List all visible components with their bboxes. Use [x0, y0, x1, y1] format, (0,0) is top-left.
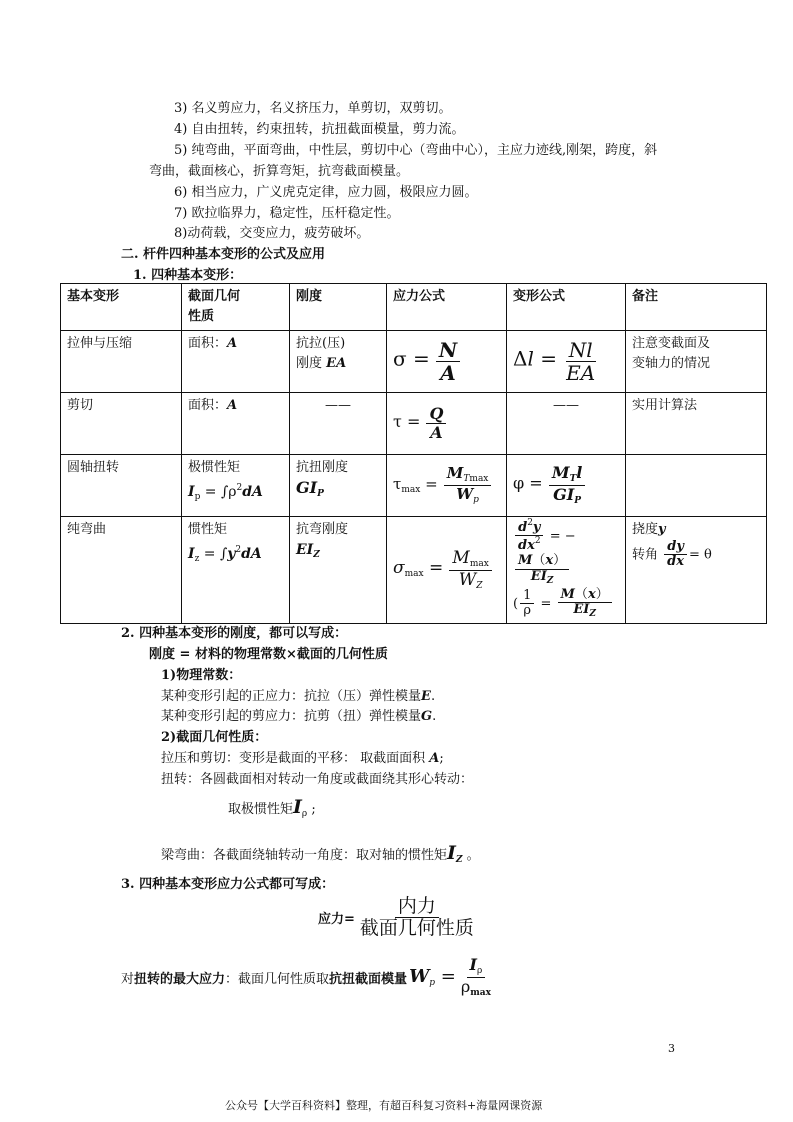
subheading: 1)物理常数：	[161, 668, 242, 683]
header-type: 基本变形	[61, 284, 182, 331]
table-row	[61, 455, 767, 517]
cell-note: 注意变截面及 变轴力的情况	[626, 331, 767, 393]
page-number: 3	[668, 1042, 675, 1055]
cell-deformation-formula: ——	[507, 393, 626, 455]
list-item: 8)动荷载，交变应力，疲劳破坏。	[174, 226, 370, 241]
cell-geometry: 面积：A	[182, 393, 290, 455]
text-line: 梁弯曲：各截面绕轴转动一角度：取对轴的惯性矩$I_Z$ 。	[161, 842, 480, 865]
cell-geometry: 面积：A	[182, 331, 290, 393]
cell-type: 剪切	[61, 393, 182, 455]
stiffness-rule: 刚度 = 材料的物理常数×截面的几何性质	[149, 647, 388, 662]
cell-type: 圆轴扭转	[61, 455, 182, 517]
cell-deformation-formula: Δl = $\frac{Nl}{EA}$	[507, 331, 626, 393]
subsection-title: 1. 四种基本变形：	[133, 268, 243, 283]
header-stiffness: 刚度	[290, 284, 387, 331]
cell-stiffness: ——	[290, 393, 387, 455]
table-row	[61, 331, 767, 393]
text-line: 某种变形引起的正应力：抗拉（压）弹性模量E.	[161, 689, 436, 704]
list-item: 弯曲，截面核心，折算弯矩，抗弯截面模量。	[149, 164, 410, 179]
header-note: 备注	[626, 284, 767, 331]
section-title: 二. 杆件四种基本变形的公式及应用	[121, 247, 326, 262]
text-line: 扭转：各圆截面相对转动一角度或截面绕其形心转动：	[161, 772, 474, 787]
cell-type: 拉伸与压缩	[61, 331, 182, 393]
cell-deformation-formula: φ = $\frac{M_Tl}{GI_P}$	[507, 455, 626, 517]
list-item: 7) 欧拉临界力，稳定性，压杆稳定性。	[174, 206, 400, 221]
cell-type: 纯弯曲	[61, 517, 182, 624]
cell-deformation-formula: $\frac{d^2y}{dx^2}$ = − $\frac{M(x)}{EI_Z}$ ( $\frac{1}{\rho}$ = $\frac{M(x)}{EI_Z}$	[507, 517, 626, 624]
subheading: 2)截面几何性质：	[161, 730, 268, 745]
text-line: 拉压和剪切：变形是截面的平移： 取截面面积 A;	[161, 751, 444, 766]
list-item: 3) 名义剪应力，名义挤压力，单剪切，双剪切。	[174, 101, 452, 116]
header-geometry: 截面几何 性质	[182, 284, 290, 331]
cell-note: 实用计算法	[626, 393, 767, 455]
header-stress: 应力公式	[387, 284, 507, 331]
cell-stress-formula: σ = $\frac{N}{A}$	[387, 331, 507, 393]
header-deformation: 变形公式	[507, 284, 626, 331]
cell-note	[626, 455, 767, 517]
list-item: 6) 相当应力，广义虎克定律，应力圆，极限应力圆。	[174, 185, 478, 200]
table-row	[61, 517, 767, 624]
cell-note: 挠度y 转角 $\frac{dy}{dx}$ = θ	[626, 517, 767, 624]
subsection-title: 2. 四种基本变形的刚度，都可以写成：	[121, 626, 348, 641]
footer: 公众号【大学百科资料】整理，有超百科复习资料+海量网课资源	[225, 1099, 543, 1112]
cell-stress-formula: $\sigma_{max}$ = $\frac{M_{max}}{W_Z}$	[387, 517, 507, 624]
stress-general-formula: 应力= $\frac{\text{内力}}{\text{截面几何性质}}$	[318, 895, 474, 939]
list-item: 5) 纯弯曲，平面弯曲，中性层，剪切中心（弯曲中心），主应力迹线,刚架，跨度，斜	[174, 143, 658, 158]
text-line: 取极惯性矩$I_\rho$ ;	[228, 796, 316, 819]
cell-geometry: 极惯性矩 $I_p = \int\rho^2dA$	[182, 455, 290, 517]
deformation-table	[60, 283, 767, 624]
cell-stress-formula: $\tau_{max}$ = $\frac{M_{Tmax}}{W_p}$	[387, 455, 507, 517]
list-item: 4) 自由扭转，约束扭转，抗扭截面模量，剪力流。	[174, 122, 465, 137]
subsection-title: 3. 四种基本变形应力公式都可写成：	[121, 877, 335, 892]
table-row	[61, 393, 767, 455]
text-line: 某种变形引起的剪应力：抗剪（扭）弹性模量G.	[161, 709, 437, 724]
torsion-formula-line: 对 扭转的最大应力 ：截面几何性质取 抗扭截面模量 $W_p$ = $\frac{I_\rho}{\rho_{max}}$	[121, 955, 491, 998]
cell-stiffness: 抗弯刚度 $EI_Z$	[290, 517, 387, 624]
cell-geometry: 惯性矩 $I_z = \int y^2dA$	[182, 517, 290, 624]
cell-stiffness: 抗扭刚度 $GI_P$	[290, 455, 387, 517]
cell-stiffness: 抗拉(压) 刚度 EA	[290, 331, 387, 393]
cell-stress-formula: τ = $\frac{Q}{A}$	[387, 393, 507, 455]
